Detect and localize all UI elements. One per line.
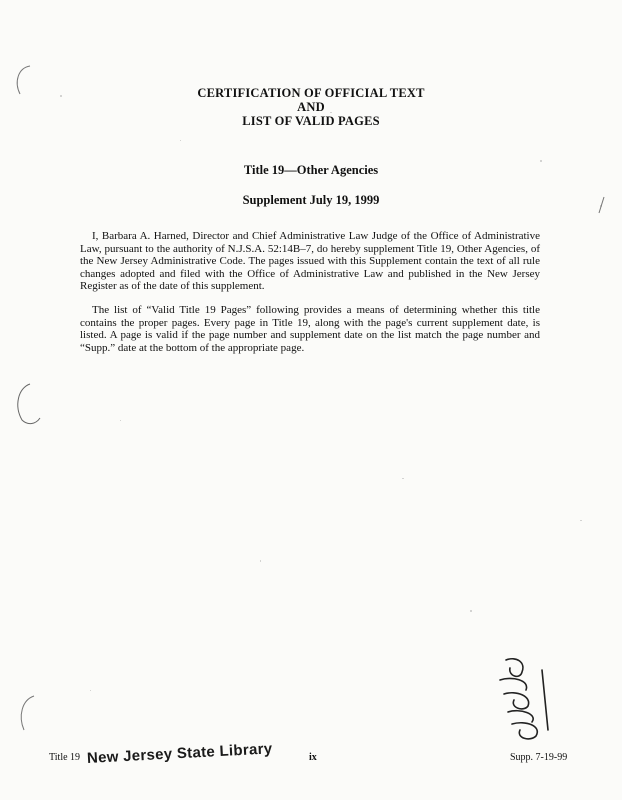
punch-hole-mark — [10, 380, 50, 430]
scan-speck — [90, 690, 91, 691]
title-heading: Title 19—Other Agencies — [243, 163, 379, 177]
library-stamp: New Jersey State Library — [86, 740, 273, 767]
supplement-date-heading: Supplement July 19, 1999 — [242, 193, 380, 207]
scan-speck — [470, 610, 472, 612]
scan-speck — [402, 478, 404, 479]
punch-hole-mark — [10, 690, 50, 740]
supplement-footer: Supp. 7-19-99 — [510, 752, 568, 763]
heading-line-3: LIST OF VALID PAGES — [242, 114, 380, 128]
scan-speck — [540, 160, 542, 162]
handwritten-annotation — [486, 650, 566, 750]
certification-paragraph: I, Barbara A. Harned, Director and Chief Administrative Law Judge of the Office of Administrative Law, pursuant to the authority of N.J.S.A. 52:14B–7, do hereby supplement Title 19, Other Agencies, of the New Jersey Administrative Code. The pages issued with this Supplement contain the text of all rule changes adopted and filed with the Office of Administrative Law and published in the New Jersey Register as of the date of this supplement. — [80, 230, 540, 293]
page-number: ix — [309, 752, 317, 763]
certification-heading — [0, 86, 622, 128]
heading-line-1: CERTIFICATION OF OFFICIAL TEXT — [197, 86, 425, 100]
scan-speck — [180, 140, 181, 141]
footer-title: Title 19 — [49, 752, 81, 763]
scan-speck — [120, 420, 121, 421]
valid-pages-paragraph: The list of “Valid Title 19 Pages” following provides a means of determining whether this title contains the proper pages. Every page in Title 19, along with the page's current supplement date, is listed. A page is valid if the page number and supplement date on the list match the page number and “Supp.” date at the bottom of the appropriate page. — [80, 304, 540, 354]
scan-speck — [260, 560, 261, 562]
scan-speck — [580, 520, 582, 521]
heading-line-2: AND — [297, 100, 325, 114]
